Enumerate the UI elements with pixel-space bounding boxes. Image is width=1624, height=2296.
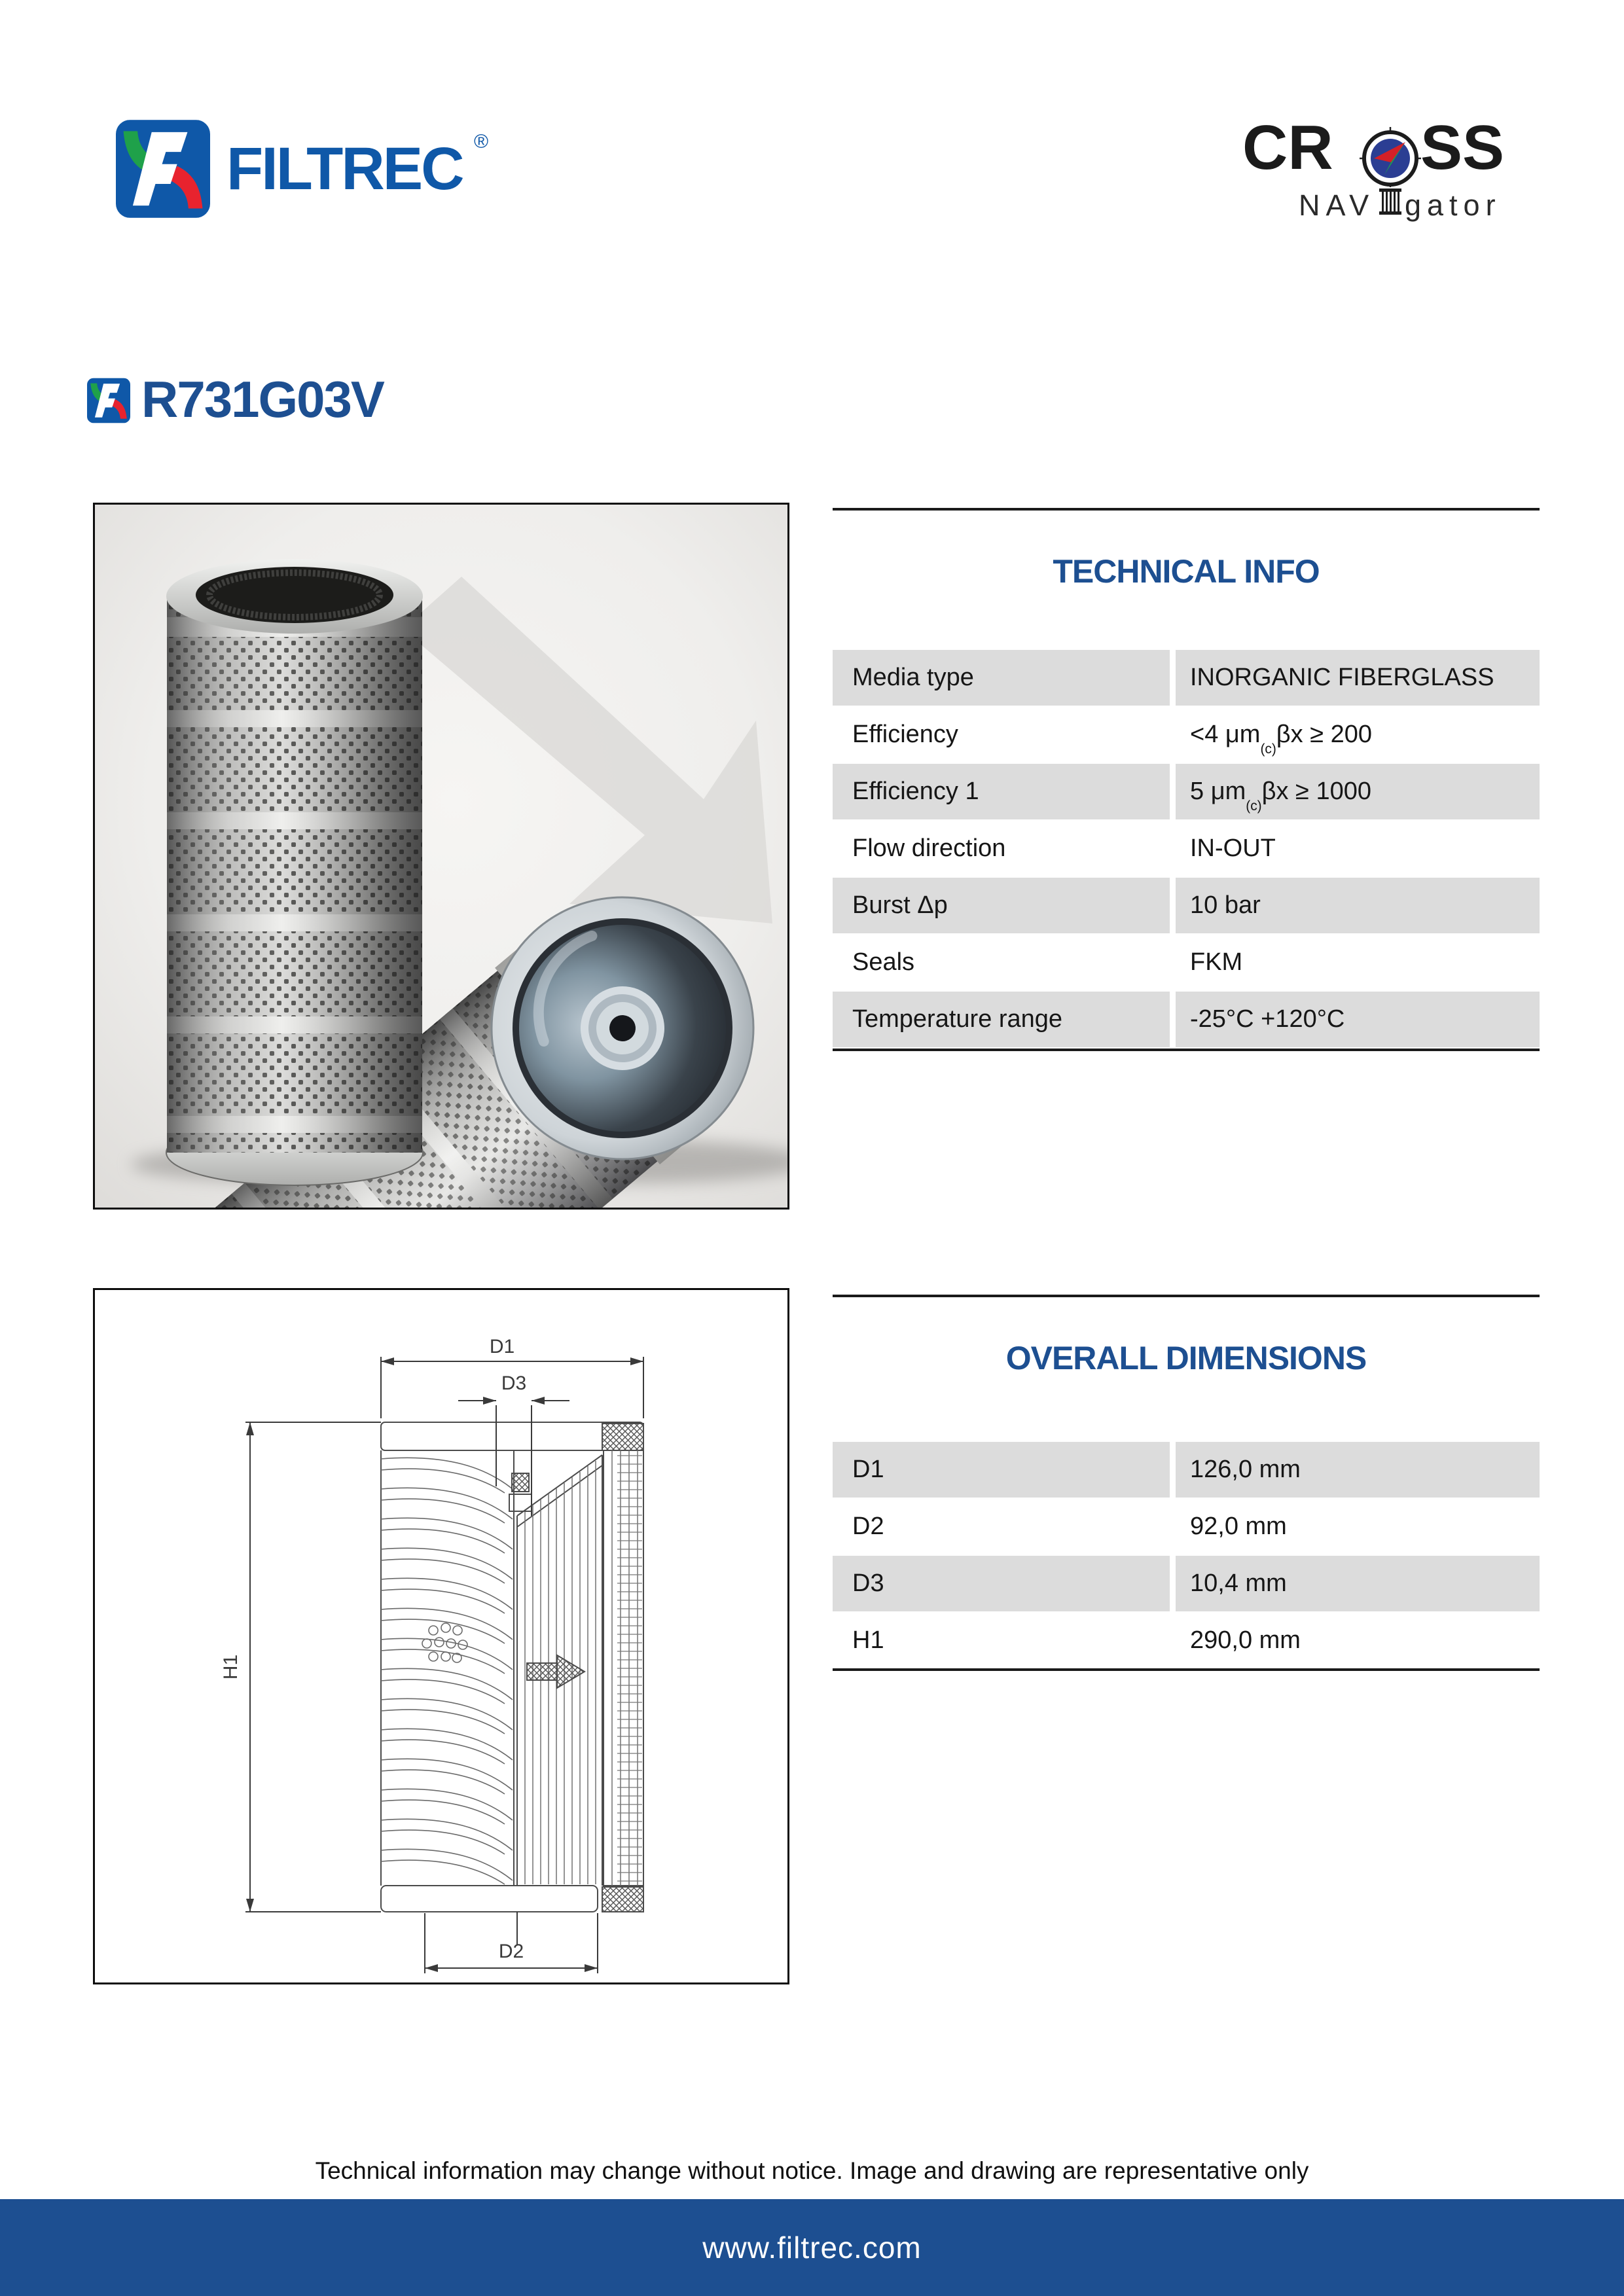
dim-label-d3: D3	[501, 1372, 527, 1394]
table-row: Media type INORGANIC FIBERGLASS	[833, 650, 1540, 706]
filter-cartridge-standing	[166, 559, 423, 1185]
technical-drawing	[95, 1290, 787, 1982]
table-row: Burst Δp 10 bar	[833, 878, 1540, 933]
table-row: Efficiency <4 μm $_{(c)}$ βx ≥ 200	[852, 721, 1373, 757]
cross-tagline-right: gator	[1405, 188, 1502, 222]
filtrec-logo-icon	[116, 120, 210, 218]
cross-logo-right: SS	[1420, 113, 1505, 183]
product-photo	[95, 505, 787, 1208]
website-link[interactable]: www.filtrec.com	[702, 2231, 922, 2265]
product-code: R731G03V	[141, 370, 384, 428]
dims-section-rule-bottom	[833, 1668, 1540, 1671]
dim-label-d1: D1	[489, 1336, 515, 1357]
tech-section-rule-bottom	[833, 1049, 1540, 1051]
overall-dimensions-table	[833, 1442, 1540, 1670]
table-row: Seals FKM	[852, 948, 1243, 976]
table-row: H1 290,0 mm	[852, 1626, 1301, 1654]
table-row: D1 126,0 mm	[833, 1442, 1540, 1498]
table-row: D3 10,4 mm	[833, 1556, 1540, 1611]
dim-label-d2: D2	[498, 1941, 524, 1962]
tech-section-rule-top	[833, 508, 1540, 511]
table-row: D2 92,0 mm	[852, 1513, 1287, 1540]
flow-arrow-icon	[527, 1655, 585, 1688]
column-icon	[1379, 188, 1401, 215]
cross-tagline-left: NAV	[1299, 188, 1375, 222]
footer-bar	[0, 2199, 1624, 2296]
dim-label-h1: H1	[220, 1654, 242, 1680]
product-code-icon	[87, 378, 130, 423]
product-photo-frame	[93, 503, 789, 1210]
technical-info-title: TECHNICAL INFO	[1053, 553, 1320, 590]
registered-mark: ®	[474, 131, 489, 152]
technical-drawing-frame	[93, 1288, 789, 1984]
table-row: Temperature range -25°C +120°C	[833, 992, 1540, 1047]
table-row: Flow direction IN-OUT	[852, 834, 1276, 862]
dims-section-rule-top	[833, 1295, 1540, 1297]
overall-dimensions-title: OVERALL DIMENSIONS	[1005, 1340, 1367, 1376]
filtrec-wordmark: FILTREC	[226, 135, 463, 202]
cross-logo-left: CR	[1242, 113, 1333, 183]
footer-disclaimer: Technical information may change without notice. Image and drawing are representative only	[315, 2157, 1309, 2184]
technical-info-table	[833, 650, 1540, 1049]
table-row: Efficiency 1 5 μm $_{(c)}$ βx ≥ 1000	[833, 764, 1540, 819]
